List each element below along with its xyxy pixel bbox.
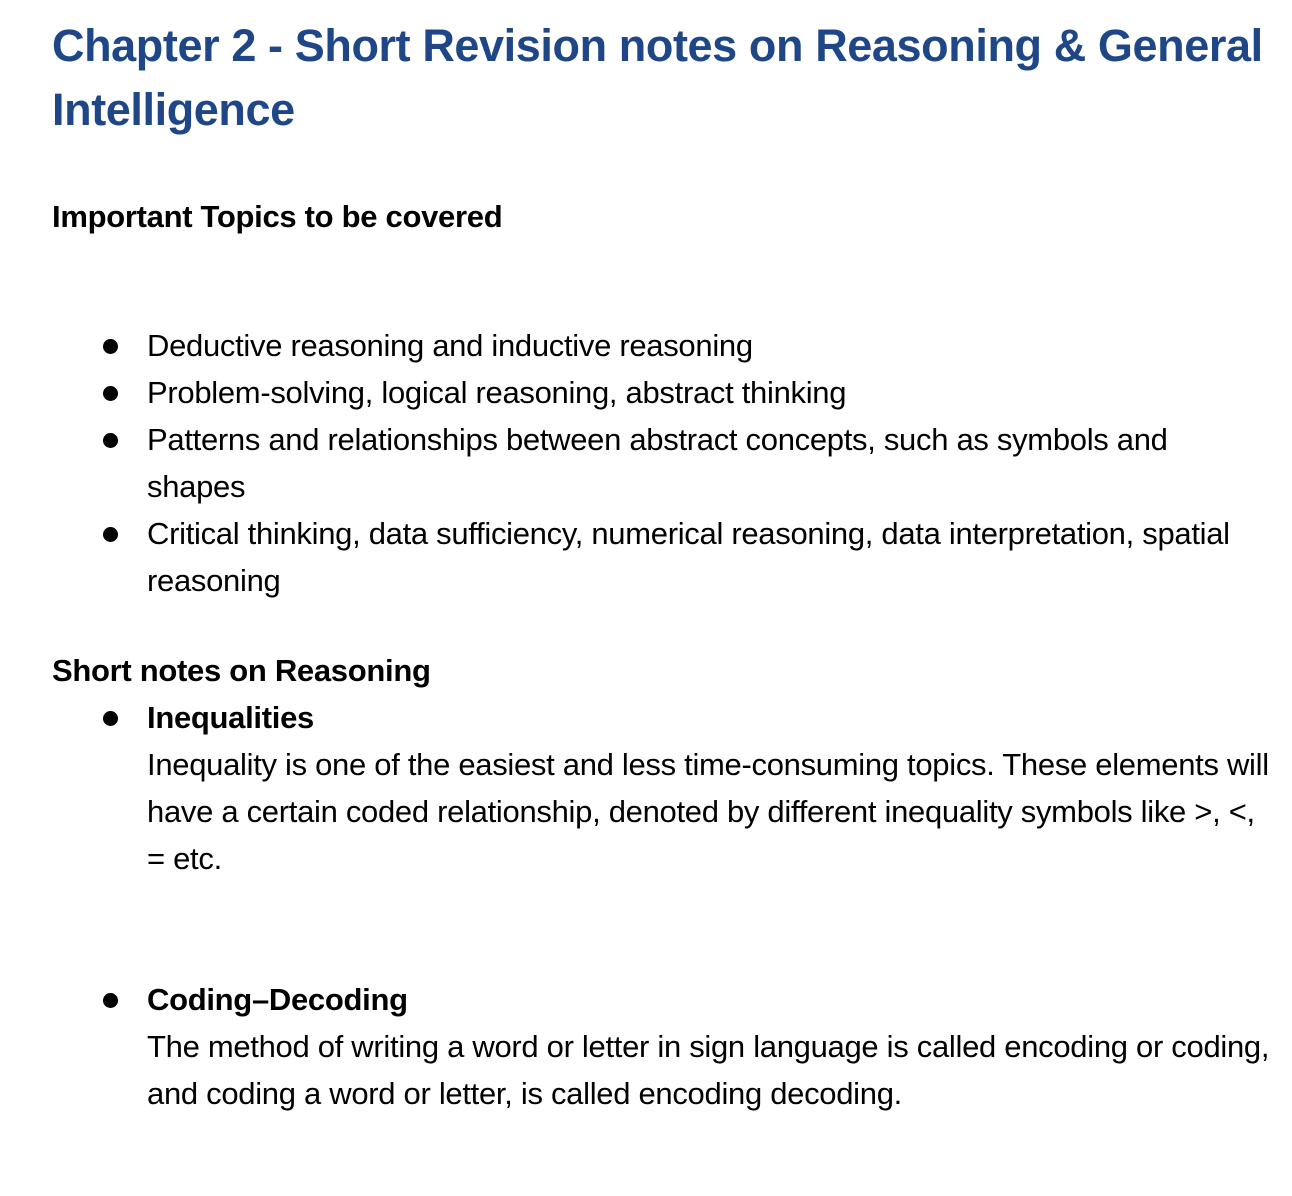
list-item [52,322,1272,369]
bullet-icon [103,993,118,1008]
short-notes-heading: Short notes on Reasoning [52,653,431,688]
document-page [52,14,1272,1117]
page-title: Chapter 2 - Short Revision notes on Reasoning & General Intelligence [52,20,1263,135]
topic-text: Critical thinking, data sufficiency, numerical reasoning, data interpretation, spatial reasoning [147,516,1230,598]
bullet-icon [103,711,118,726]
list-item [52,416,1272,510]
note-title: Coding–Decoding [147,982,408,1017]
bullet-icon [103,339,118,354]
note-item-inequalities [52,694,1272,882]
note-body: Inequality is one of the easiest and less time-consuming topics. These elements will have a certain coded relationship, denoted by different inequality symbols like >, <, = etc. [147,747,1269,876]
bullet-icon [103,386,118,401]
short-notes-list [52,694,1272,1117]
note-item-coding-decoding [52,976,1272,1117]
important-topics-list [52,322,1272,604]
bullet-icon [103,527,118,542]
list-item [52,369,1272,416]
bullet-icon [103,433,118,448]
important-topics-heading: Important Topics to be covered [52,199,503,234]
note-title: Inequalities [147,700,314,735]
topic-text: Deductive reasoning and inductive reasoning [147,328,753,363]
list-item [52,510,1272,604]
topic-text: Problem-solving, logical reasoning, abstract thinking [147,375,847,410]
topic-text: Patterns and relationships between abstract concepts, such as symbols and shapes [147,422,1168,504]
note-body: The method of writing a word or letter in sign language is called encoding or coding, and coding a word or letter, is called encoding decoding. [147,1029,1270,1111]
